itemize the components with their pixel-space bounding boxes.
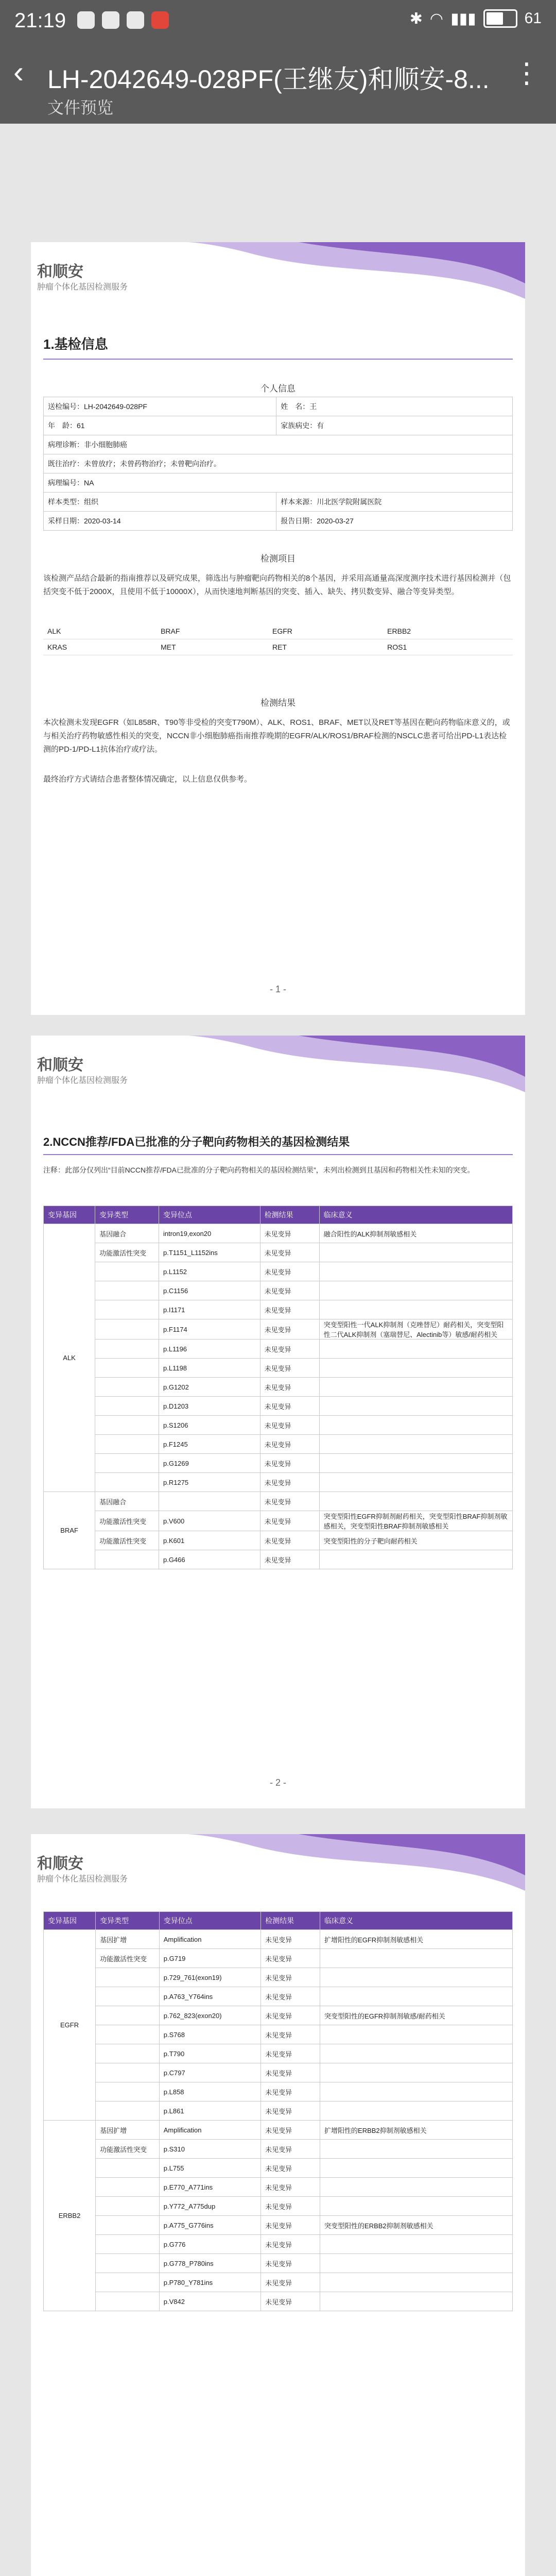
status-right (410, 9, 542, 28)
table-header-row (44, 1912, 513, 1930)
variant-site-cell: p.F1174 (159, 1319, 260, 1340)
clinical-significance-cell: 突变型阳性的EGFR抑制剂敏感/耐药相关 (320, 2006, 513, 2025)
variant-type-cell (96, 2025, 160, 2044)
notification-icons (77, 11, 169, 29)
variant-type-cell: 基因扩增 (96, 1930, 160, 1949)
info-cell: 病理诊断：非小细胞肺癌 (44, 435, 513, 454)
divider (43, 359, 513, 360)
result-cell: 未见变异 (261, 1949, 320, 1968)
table-row (44, 2197, 513, 2216)
table-row (44, 1550, 513, 1569)
variant-site-cell: p.E770_A771ins (159, 2178, 260, 2197)
variant-type-cell (96, 2178, 160, 2197)
variant-type-cell (96, 2254, 160, 2273)
gene-cell: ALK (44, 1224, 95, 1492)
clinical-significance-cell: 突变型阳性的ERBB2抑制剂敏感相关 (320, 2216, 513, 2235)
column-header: 临床意义 (319, 1206, 512, 1224)
gene-name: BRAF (157, 623, 268, 639)
result-cell: 未见变异 (261, 2216, 320, 2235)
signal-icon: ▮▮▮ (450, 10, 476, 27)
variant-site-cell: p.Y772_A775dup (159, 2197, 260, 2216)
variant-site-cell: p.A775_G776ins (159, 2216, 260, 2235)
result-cell: 未见变异 (261, 1968, 320, 1987)
clinical-significance-cell (319, 1359, 512, 1378)
table-row (44, 1224, 513, 1243)
table-row (44, 2216, 513, 2235)
variant-site-cell: p.G1269 (159, 1454, 260, 1473)
clinical-significance-cell (319, 1550, 512, 1569)
variant-type-cell: 功能激活性突变 (96, 1949, 160, 1968)
result-cell: 未见变异 (261, 2140, 320, 2159)
clinical-significance-cell (320, 2178, 513, 2197)
variant-site-cell: p.L755 (159, 2159, 260, 2178)
variant-type-cell (95, 1340, 159, 1359)
variant-site-cell: p.L1152 (159, 1262, 260, 1281)
image-notification-icon (77, 11, 95, 29)
column-header: 变异位点 (159, 1206, 260, 1224)
result-cell: 未见变异 (261, 1987, 320, 2006)
variant-site-cell: p.G778_P780ins (159, 2254, 260, 2273)
table-row (44, 2292, 513, 2311)
clinical-significance-cell (320, 2025, 513, 2044)
clinical-significance-cell: 扩增阳性的ERBB2抑制剂敏感相关 (320, 2121, 513, 2140)
column-header: 检测结果 (260, 1206, 319, 1224)
table-row (44, 2254, 513, 2273)
result-cell: 未见变异 (260, 1492, 319, 1511)
result-cell: 未见变异 (260, 1397, 319, 1416)
variant-site-cell: Amplification (159, 2121, 260, 2140)
variant-type-cell (96, 2273, 160, 2292)
variant-site-cell: p.T1151_L1152ins (159, 1243, 260, 1262)
table-row (44, 1454, 513, 1473)
header-wave-graphic (31, 1036, 525, 1097)
variant-site-cell: p.L861 (159, 2102, 260, 2121)
clinical-significance-cell (320, 2044, 513, 2063)
variant-type-cell (95, 1454, 159, 1473)
clinical-significance-cell: 扩增阳性的EGFR抑制剂敏感相关 (320, 1930, 513, 1949)
variant-type-cell (96, 2292, 160, 2311)
result-cell: 未见变异 (261, 2025, 320, 2044)
variant-site-cell: p.A763_Y764ins (159, 1987, 260, 2006)
result-cell: 未见变异 (260, 1359, 319, 1378)
clinical-significance-cell: 突变型阳性EGFR抑制剂耐药相关，突变型阳性BRAF抑制剂敏感相关，突变型阳性BRAF抑制剂敏感相关 (319, 1511, 512, 1531)
variant-site-cell: p.V842 (159, 2292, 260, 2311)
info-cell: 报告日期：2020-03-27 (276, 512, 513, 531)
table-row (44, 1987, 513, 2006)
info-cell: 既往治疗：未曾放疗；未曾药物治疗；未曾靶向治疗。 (44, 454, 513, 473)
document-page-2 (31, 1036, 525, 1808)
clinical-significance-cell: 突变型阳性的分子靶向耐药相关 (319, 1531, 512, 1550)
variant-site-cell: p.T790 (159, 2044, 260, 2063)
variant-type-cell: 功能激活性突变 (95, 1243, 159, 1262)
result-cell: 未见变异 (260, 1531, 319, 1550)
variant-type-cell (95, 1300, 159, 1319)
result-cell: 未见变异 (261, 2006, 320, 2025)
clinical-significance-cell: 突变型阳性一代ALK抑制剂（克唑替尼）耐药相关，突变型阳性二代ALK抑制剂（塞瑞替尼、Alectinib等）敏感/耐药相关 (319, 1319, 512, 1340)
page-number: - 2 - (269, 1777, 286, 1788)
variant-site-cell: p.G719 (159, 1949, 260, 1968)
bluetooth-icon: ✱ (409, 10, 423, 27)
variant-type-cell: 功能激活性突变 (96, 2140, 160, 2159)
brand-logo: 和顺安 (37, 263, 83, 280)
gene-cell: BRAF (44, 1492, 95, 1569)
table-row (44, 2006, 513, 2025)
table-row (44, 2159, 513, 2178)
variant-site-cell: p.G776 (159, 2235, 260, 2254)
clinical-significance-cell (319, 1416, 512, 1435)
clinical-significance-cell (320, 2273, 513, 2292)
status-bar (0, 0, 556, 41)
variant-site-cell: intron19,exon20 (159, 1224, 260, 1243)
table-row (44, 1378, 513, 1397)
result-cell: 未见变异 (261, 2292, 320, 2311)
variant-site-cell: p.S310 (159, 2140, 260, 2159)
clinical-significance-cell (319, 1378, 512, 1397)
variant-type-cell (96, 2197, 160, 2216)
variant-type-cell (95, 1319, 159, 1340)
document-page-3 (31, 1834, 525, 2576)
document-page-1 (31, 242, 525, 1015)
variant-type-cell (96, 2159, 160, 2178)
result-cell: 未见变异 (261, 2273, 320, 2292)
table-row (44, 1281, 513, 1300)
result-cell: 未见变异 (260, 1435, 319, 1454)
variant-site-cell: p.L1196 (159, 1340, 260, 1359)
personal-info-table (43, 397, 513, 531)
result-cell: 未见变异 (260, 1550, 319, 1569)
info-cell: 姓 名：王 (276, 397, 513, 416)
info-cell: 采样日期：2020-03-14 (44, 512, 276, 531)
clinical-significance-cell (319, 1281, 512, 1300)
column-header: 变异类型 (95, 1206, 159, 1224)
gene-name: ALK (43, 623, 157, 639)
variant-site-cell: p.G466 (159, 1550, 260, 1569)
back-arrow-icon[interactable]: ‹ (13, 55, 24, 89)
result-cell: 未见变异 (261, 2159, 320, 2178)
header-wave-graphic (31, 242, 525, 304)
column-header: 变异类型 (96, 1912, 160, 1930)
table-row (44, 1930, 513, 1949)
gene-name: EGFR (268, 623, 383, 639)
clinical-significance-cell (319, 1262, 512, 1281)
variant-site-cell: p.L858 (159, 2082, 260, 2102)
result-cell: 未见变异 (260, 1224, 319, 1243)
variant-site-cell: p.L1198 (159, 1359, 260, 1378)
variant-site-cell: Amplification (159, 1930, 260, 1949)
table-row (44, 2044, 513, 2063)
clinical-significance-cell (319, 1454, 512, 1473)
variant-type-cell (95, 1359, 159, 1378)
gene-name: ERBB2 (383, 623, 513, 639)
info-cell: 家族病史：有 (276, 416, 513, 435)
column-header: 检测结果 (261, 1912, 320, 1930)
variant-site-cell: p.C797 (159, 2063, 260, 2082)
result-cell: 未见变异 (260, 1300, 319, 1319)
brand-slogan: 肿瘤个体化基因检测服务 (37, 1875, 128, 1884)
table-header-row (44, 1206, 513, 1224)
table-row (44, 1949, 513, 1968)
section-title: 2.NCCN推荐/FDA已批准的分子靶向药物相关的基因检测结果 (43, 1136, 350, 1148)
gene-cell: ERBB2 (44, 2121, 96, 2311)
clinical-significance-cell (319, 1473, 512, 1492)
gene-name: MET (157, 639, 268, 655)
variant-type-cell (96, 2006, 160, 2025)
table-row (44, 2063, 513, 2082)
variant-site-cell: p.I1171 (159, 1300, 260, 1319)
clinical-significance-cell (320, 2102, 513, 2121)
table-row (44, 2235, 513, 2254)
variant-type-cell (95, 1281, 159, 1300)
result-cell: 未见变异 (260, 1511, 319, 1531)
clinical-significance-cell (320, 2159, 513, 2178)
variant-site-cell: p.V600 (159, 1511, 260, 1531)
table-row (44, 1968, 513, 1987)
variant-site-cell: p.729_761(exon19) (159, 1968, 260, 1987)
brand-slogan: 肿瘤个体化基因检测服务 (37, 1076, 128, 1085)
result-cell: 未见变异 (261, 2121, 320, 2140)
variant-site-cell: p.P780_Y781ins (159, 2273, 260, 2292)
variant-type-cell (96, 2063, 160, 2082)
result-cell: 未见变异 (260, 1340, 319, 1359)
brand-logo: 和顺安 (37, 1855, 83, 1872)
table-row (44, 2140, 513, 2159)
variant-site-cell: p.S768 (159, 2025, 260, 2044)
page-number: - 1 - (269, 984, 286, 994)
section-title: 1.基检信息 (43, 336, 108, 352)
app-titlebar (0, 41, 556, 124)
info-cell: 样本类型：组织 (44, 493, 276, 512)
result-cell: 未见变异 (261, 2254, 320, 2273)
personal-info-title: 个人信息 (260, 384, 296, 394)
variant-type-cell: 功能激活性突变 (95, 1531, 159, 1550)
clinical-significance-cell (320, 1968, 513, 1987)
table-row (44, 1397, 513, 1416)
variant-type-cell (95, 1473, 159, 1492)
result-cell: 未见变异 (260, 1243, 319, 1262)
page-header (31, 1036, 525, 1097)
clinical-significance-cell (320, 2292, 513, 2311)
app-notification-icon (151, 11, 169, 29)
result-cell: 未见变异 (261, 2178, 320, 2197)
variant-site-cell: p.K601 (159, 1531, 260, 1550)
table-row (44, 1243, 513, 1262)
variant-type-cell: 基因扩增 (96, 2121, 160, 2140)
page-header (31, 1834, 525, 1896)
gene-name: ROS1 (383, 639, 513, 655)
info-cell: 病理编号：NA (44, 473, 513, 493)
column-header: 临床意义 (320, 1912, 513, 1930)
table-row (44, 1319, 513, 1340)
table-row (44, 2082, 513, 2102)
variant-site-cell: p.C1156 (159, 1281, 260, 1300)
header-wave-graphic (31, 1834, 525, 1896)
table-row (44, 1511, 513, 1531)
table-row (44, 1340, 513, 1359)
column-header: 变异基因 (44, 1912, 96, 1930)
result-cell: 未见变异 (261, 1930, 320, 1949)
document-subtitle: 文件预览 (47, 98, 114, 117)
clinical-significance-cell (320, 1987, 513, 2006)
result-text: 本次检测未发现EGFR（如L858R、T90等非受检的突变T790M）、ALK、ROS1、BRAF、MET以及RET等基因在靶向药物临床意义的，或与相关治疗药物敏感性相关的突变，NCCN非小细胞肺癌指南推荐晚期的EGFR/ALK/ROS1/BRAF检测的NSCLC患者可给出PD-L1表达检测的PD-1/PD-L1抗体治疗或疗法。 (43, 718, 510, 754)
variant-type-cell (96, 2216, 160, 2235)
table-row (44, 1262, 513, 1281)
clinical-significance-cell: 融合阳性的ALK抑制剂敏感相关 (319, 1224, 512, 1243)
result-cell: 未见变异 (260, 1281, 319, 1300)
result-cell: 未见变异 (260, 1319, 319, 1340)
variant-type-cell (95, 1550, 159, 1569)
brand-slogan: 肿瘤个体化基因检测服务 (37, 283, 128, 292)
clinical-significance-cell (319, 1492, 512, 1511)
clinical-significance-cell (319, 1435, 512, 1454)
gene-name: RET (268, 639, 383, 655)
table-row (44, 1359, 513, 1378)
info-cell: 年 龄：61 (44, 416, 276, 435)
result-cell: 未见变异 (261, 2063, 320, 2082)
table-row (44, 1473, 513, 1492)
gene-list (43, 623, 513, 655)
info-cell: 送检编号：LH-2042649-028PF (44, 397, 276, 416)
table-row (44, 1416, 513, 1435)
clinical-significance-cell (319, 1340, 512, 1359)
table-row (44, 2121, 513, 2140)
wechat-icon (102, 11, 119, 29)
clinical-significance-cell (320, 2235, 513, 2254)
clinical-significance-cell (319, 1243, 512, 1262)
result-cell: 未见变异 (261, 2235, 320, 2254)
divider (43, 1154, 513, 1155)
result-cell: 未见变异 (260, 1454, 319, 1473)
table-row (44, 1531, 513, 1550)
document-title: LH-2042649-028PF(王继友)和顺安-8... (47, 65, 490, 94)
variant-type-cell (96, 2044, 160, 2063)
result-cell: 未见变异 (260, 1262, 319, 1281)
table-row (44, 1435, 513, 1454)
gene-cell: EGFR (44, 1930, 96, 2121)
clinical-significance-cell (319, 1300, 512, 1319)
brand-logo: 和顺安 (37, 1057, 83, 1074)
variant-type-cell: 功能激活性突变 (95, 1511, 159, 1531)
more-icon[interactable]: ⋮ (513, 58, 541, 89)
result-cell: 未见变异 (260, 1473, 319, 1492)
table-row (44, 2273, 513, 2292)
column-header: 变异位点 (159, 1912, 260, 1930)
result-cell: 未见变异 (260, 1378, 319, 1397)
clinical-significance-cell (320, 2254, 513, 2273)
variant-type-cell (96, 1968, 160, 1987)
variant-type-cell (96, 2102, 160, 2121)
clinical-significance-cell (320, 2197, 513, 2216)
table-row (44, 2178, 513, 2197)
clinical-significance-cell (320, 2140, 513, 2159)
variant-site-cell: p.R1275 (159, 1473, 260, 1492)
battery-level: 61 (524, 10, 542, 27)
variant-type-cell (95, 1435, 159, 1454)
result-note: 最终治疗方式请结合患者整体情况确定，以上信息仅供参考。 (43, 775, 252, 784)
variant-type-cell (96, 2235, 160, 2254)
variant-site-cell: p.S1206 (159, 1416, 260, 1435)
variant-type-cell: 基因融合 (95, 1224, 159, 1243)
gene-result-table (43, 1911, 513, 2311)
result-title: 检测结果 (260, 698, 296, 708)
wifi-icon: ◠ (429, 10, 444, 27)
gene-name: KRAS (43, 639, 157, 655)
clinical-significance-cell (320, 2063, 513, 2082)
clinical-significance-cell (320, 1949, 513, 1968)
table-row (44, 1492, 513, 1511)
result-cell: 未见变异 (261, 2102, 320, 2121)
variant-site-cell: p.D1203 (159, 1397, 260, 1416)
variant-site-cell: p.F1245 (159, 1435, 260, 1454)
table-row (44, 2102, 513, 2121)
variant-type-cell (96, 1987, 160, 2006)
status-time: 21:19 (14, 9, 66, 32)
column-header: 变异基因 (44, 1206, 95, 1224)
result-cell: 未见变异 (260, 1416, 319, 1435)
result-cell: 未见变异 (261, 2044, 320, 2063)
variant-type-cell (95, 1416, 159, 1435)
method-title: 检测项目 (260, 554, 296, 564)
page-header (31, 242, 525, 304)
variant-type-cell (95, 1397, 159, 1416)
variant-site-cell (159, 1492, 260, 1511)
method-text: 该检测产品结合最新的指南推荐以及研究成果，筛选出与肿瘤靶向药物相关的8个基因，并采用高通量高深度测序技术进行基因检测并（包括突变不低于2000X，且使用不低于10000X），从而快速地判断基因的突变、插入、缺失、拷贝数变异、融合等变异类型。 (43, 574, 511, 596)
variant-type-cell (96, 2082, 160, 2102)
variant-type-cell: 基因融合 (95, 1492, 159, 1511)
table-row (44, 2025, 513, 2044)
clinical-significance-cell (320, 2082, 513, 2102)
gene-result-table (43, 1206, 513, 1569)
variant-type-cell (95, 1378, 159, 1397)
clinical-significance-cell (319, 1397, 512, 1416)
variant-type-cell (95, 1262, 159, 1281)
battery-icon (483, 9, 517, 28)
note-text: 注释：此部分仅列出“目前NCCN推荐/FDA已批准的分子靶向药物相关的基因检测结果”，未列出检测到且基因和药物相关性未知的突变。 (43, 1166, 475, 1174)
variant-site-cell: p.G1202 (159, 1378, 260, 1397)
variant-site-cell: p.762_823(exon20) (159, 2006, 260, 2025)
result-cell: 未见变异 (261, 2082, 320, 2102)
result-cell: 未见变异 (261, 2197, 320, 2216)
table-row (44, 1300, 513, 1319)
chat-icon (127, 11, 144, 29)
info-cell: 样本来源：川北医学院附属医院 (276, 493, 513, 512)
